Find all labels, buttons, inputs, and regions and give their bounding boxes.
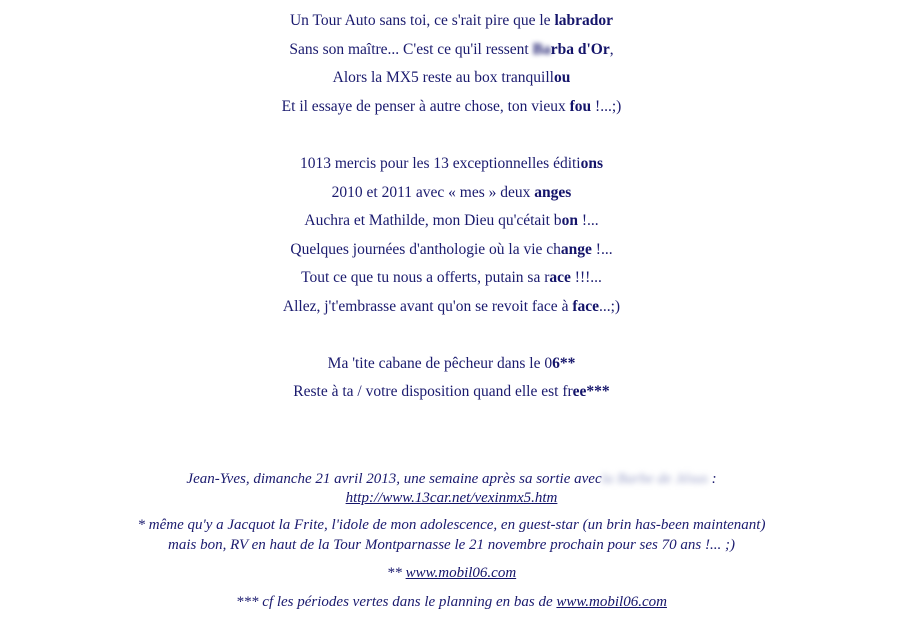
poem-text: Et il essaye de penser à autre chose, ton vieux — [281, 98, 570, 115]
signature-text: Jean-Yves, dimanche 21 avril 2013, une semaine après sa sortie avec — [186, 471, 602, 487]
poem-text: Alors la MX5 reste au box tranquill — [332, 69, 554, 86]
poem-text: Un Tour Auto sans toi, ce s'rait pire que le — [289, 12, 555, 29]
poem-rhyme: 6** — [552, 355, 576, 372]
mobil06-link[interactable]: www.mobil06.com — [405, 565, 517, 581]
mobil06-link-2[interactable]: www.mobil06.com — [556, 594, 667, 610]
poem-line-5 — [0, 154, 903, 174]
poem-text: ...;) — [599, 298, 621, 315]
poem-text: Allez, j't'embrasse avant qu'on se revoit face à — [282, 298, 573, 315]
poem-line-10 — [0, 297, 903, 317]
footnote-text: mais bon, RV en haut de la Tour Montparnasse le 21 novembre prochain pour ses 70 ans !... ;) — [168, 537, 735, 553]
poem-rhyme: labrador — [554, 12, 613, 29]
poem-rhyme: on — [561, 212, 578, 229]
poem-line-7 — [0, 211, 903, 231]
poem-text: t b — [545, 212, 562, 229]
poem-rhyme: fou — [569, 98, 592, 115]
footnote-text: * même qu'y a Jacquot la Frite, l'idole de mon adolescence, en guest-star (un brin has-been maintenant) — [137, 517, 766, 533]
footnote-2 — [0, 563, 903, 583]
poem-text: Reste à ta / votre disposition quand elle est fr — [293, 383, 573, 400]
poem-line-8 — [0, 240, 903, 260]
poem-text: !...;) — [591, 98, 622, 115]
poem-line-12 — [0, 382, 903, 402]
poem-text: Tout ce que tu nous a offerts, putain sa r — [301, 269, 550, 286]
poem-text: 1013 mercis pour les 13 exceptionnelles éditi — [299, 155, 581, 172]
poem-line-6 — [0, 183, 903, 203]
poem-rhyme: rba d'Or — [550, 41, 610, 58]
poem-line-3 — [0, 68, 903, 88]
poem-text: étai — [523, 212, 546, 229]
poem-rhyme: anges — [534, 184, 572, 201]
poem-text: !... — [577, 212, 599, 229]
footnote-3 — [0, 592, 903, 612]
poem-text: Ma 'tite cabane de pêcheur dans le 0 — [327, 355, 553, 372]
footnote-text: *** cf les périodes vertes dans le planning en bas de — [236, 594, 557, 610]
poem-rhyme: ace — [549, 269, 571, 286]
blurred-name: Ba — [532, 41, 551, 58]
poem-rhyme: ons — [580, 155, 604, 172]
poem-rhyme: ange — [560, 241, 592, 258]
poem-line-11 — [0, 354, 903, 374]
signature-text: : — [707, 471, 717, 487]
vexinmx5-link[interactable]: http://www.13car.net/vexinmx5.htm — [345, 490, 558, 506]
footnote-1-line-2 — [0, 535, 903, 555]
poem-text: , — [609, 41, 614, 58]
poem-line-2 — [0, 40, 903, 60]
poem-text: Quelques journées d'anthologie où la vie ch — [290, 241, 561, 258]
poem-line-9 — [0, 268, 903, 288]
signature-line — [0, 469, 903, 489]
poem-line-1 — [0, 11, 903, 31]
poem-rhyme: ee*** — [572, 383, 610, 400]
poem-text: !... — [591, 241, 613, 258]
poem-text: !!!... — [570, 269, 602, 286]
poem-rhyme: ou — [553, 69, 571, 86]
footnote-1-line-1 — [0, 515, 903, 535]
poem-text: Auchra et Mathilde, mon Dieu qu'c — [304, 212, 524, 229]
poem-text: 2010 et 2011 avec « mes » deux — [331, 184, 535, 201]
footnote-text: ** — [386, 565, 406, 581]
poem-text: Sans son maître... C'est ce qu'il ressent — [289, 41, 533, 58]
link-line-1 — [0, 488, 903, 508]
blurred-text: la Barbe de Jésus — [601, 471, 708, 487]
poem-rhyme: face — [572, 298, 599, 315]
poem-line-4 — [0, 97, 903, 117]
